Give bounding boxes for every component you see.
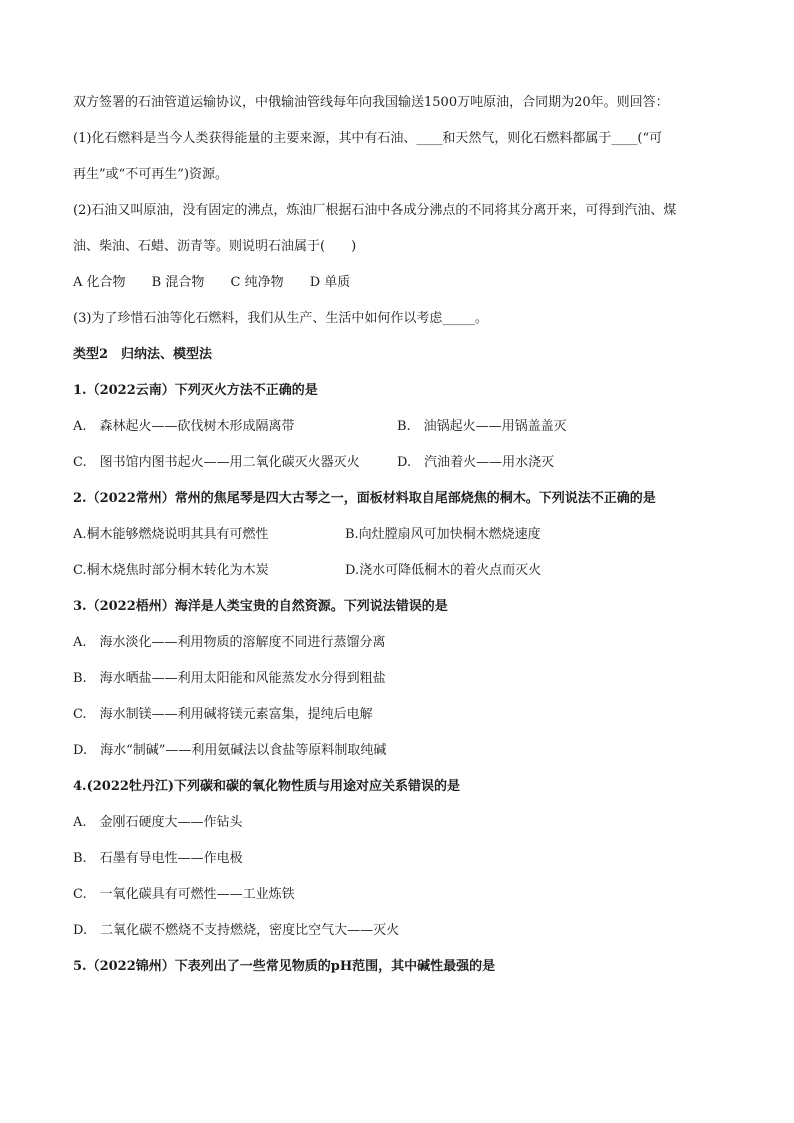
problem-2-options-row-2 [73, 562, 733, 579]
problem-3-option-c: C. 海水制镁——利用碱将镁元素富集，提纯后电解 [73, 707, 373, 722]
problem-4-option-c: C. 一氧化碳具有可燃性——工业炼铁 [73, 887, 295, 902]
problem-1-options-row-1 [73, 418, 733, 435]
problem-1-option-b: B. 油锅起火——用锅盖盖灭 [397, 419, 567, 434]
problem-1-option-a: A. 森林起火——砍伐树木形成隔离带 [73, 419, 295, 434]
option-c: C 纯净物 [230, 275, 284, 290]
problem-3-option-a: A. 海水淡化——利用物质的溶解度不同进行蒸馏分离 [73, 635, 386, 650]
problem-2-option-b: B.向灶膛扇风可加快桐木燃烧速度 [345, 527, 541, 542]
problem-4-option-a: A. 金刚石硬度大——作钻头 [73, 815, 243, 830]
option-b: B 混合物 [151, 275, 205, 290]
question-1-line-1: (1)化石燃料是当今人类获得能量的主要来源，其中有石油、____和天然气，则化石燃料都属于____(“可 [73, 131, 663, 146]
question-2-options [73, 274, 733, 291]
intro-line: 双方签署的石油管道运输协议，中俄输油管线每年向我国输送1500万吨原油，合同期为20年。则回答： [73, 95, 669, 110]
problem-5-stem: 5.（2022锦州）下表列出了一些常见物质的pH范围，其中碱性最强的是 [73, 959, 496, 974]
problem-4-stem: 4.(2022牡丹江)下列碳和碳的氧化物性质与用途对应关系错误的是 [73, 779, 461, 794]
section-heading: 类型2 归纳法、模型法 [73, 347, 213, 362]
problem-2-option-a: A.桐木能够燃烧说明其具有可燃性 [73, 527, 269, 542]
document-page [73, 94, 733, 994]
problem-3-option-d: D. 海水“制碱”——利用氨碱法以食盐等原料制取纯碱 [73, 743, 387, 758]
problem-4-option-d: D. 二氧化碳不燃烧不支持燃烧，密度比空气大——灭火 [73, 923, 400, 938]
problem-2-option-d: D.浇水可降低桐木的着火点而灭火 [345, 563, 542, 578]
question-2-line-2: 油、柴油、石蜡、沥青等。则说明石油属于( ) [73, 239, 357, 254]
problem-3-option-b: B. 海水晒盐——利用太阳能和风能蒸发水分得到粗盐 [73, 671, 386, 686]
problem-2-stem: 2.（2022常州）常州的焦尾琴是四大古琴之一，面板材料取自尾部烧焦的桐木。下列说法不正确的是 [73, 491, 656, 506]
problem-4-option-b: B. 石墨有导电性——作电极 [73, 851, 243, 866]
option-a: A 化合物 [73, 275, 126, 290]
problem-1-option-d: D. 汽油着火——用水浇灭 [397, 455, 555, 470]
question-3-line: (3)为了珍惜石油等化石燃料，我们从生产、生活中如何作以考虑_____。 [73, 311, 488, 326]
question-2-line-1: (2)石油又叫原油，没有固定的沸点，炼油厂根据石油中各成分沸点的不同将其分离开来，可得到汽油、煤 [73, 203, 677, 218]
problem-1-stem: 1.（2022云南）下列灭火方法不正确的是 [73, 383, 318, 398]
question-1-line-2: 再生”或“不可再生”)资源。 [73, 167, 229, 182]
problem-2-option-c: C.桐木烧焦时部分桐木转化为木炭 [73, 563, 269, 578]
problem-1-option-c: C. 图书馆内图书起火——用二氧化碳灭火器灭火 [73, 455, 360, 470]
problem-1-options-row-2 [73, 454, 733, 471]
problem-3-stem: 3.（2022梧州）海洋是人类宝贵的自然资源。下列说法错误的是 [73, 599, 448, 614]
problem-2-options-row-1 [73, 526, 733, 543]
option-d: D 单质 [309, 275, 351, 290]
